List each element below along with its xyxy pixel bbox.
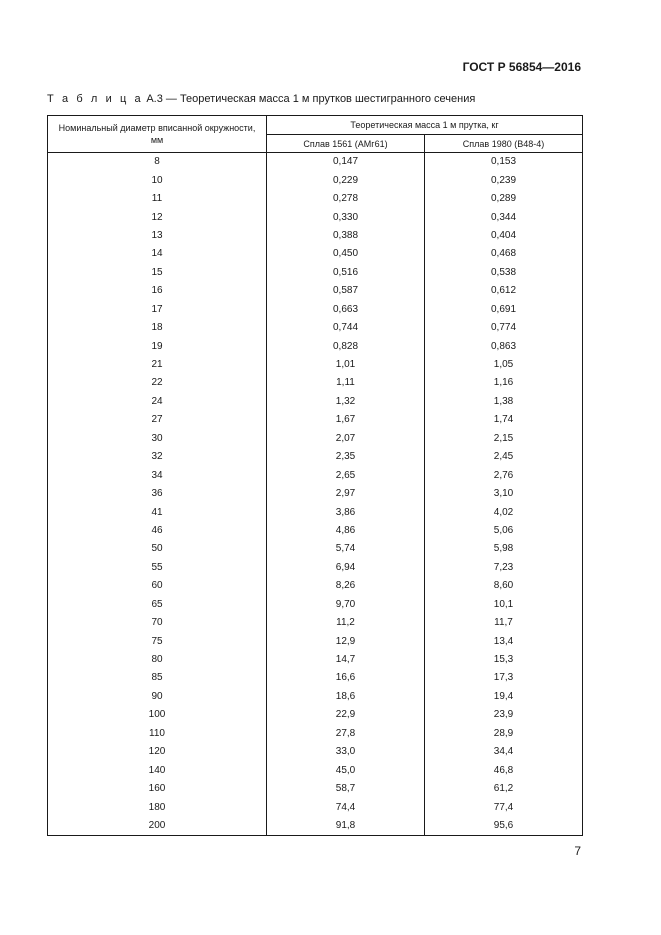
cell-mass-1980: 77,4 [425, 798, 583, 816]
cell-mass-1561: 14,7 [267, 651, 425, 669]
cell-mass-1561: 91,8 [267, 817, 425, 836]
cell-diameter: 21 [48, 356, 267, 374]
cell-diameter: 30 [48, 430, 267, 448]
cell-diameter: 55 [48, 559, 267, 577]
cell-mass-1561: 18,6 [267, 688, 425, 706]
cell-diameter: 8 [48, 153, 267, 172]
table-row [48, 577, 583, 595]
cell-mass-1561: 0,450 [267, 245, 425, 263]
header-diameter: Номинальный диаметр вписанной окружности, мм [48, 116, 267, 153]
cell-mass-1980: 8,60 [425, 577, 583, 595]
table-row [48, 817, 583, 836]
cell-mass-1980: 0,612 [425, 282, 583, 300]
table-row [48, 301, 583, 319]
table-caption [47, 93, 475, 105]
table-row [48, 356, 583, 374]
table-row [48, 485, 583, 503]
cell-mass-1980: 0,691 [425, 301, 583, 319]
cell-mass-1561: 0,663 [267, 301, 425, 319]
cell-mass-1561: 45,0 [267, 761, 425, 779]
cell-mass-1561: 0,147 [267, 153, 425, 172]
table-row [48, 430, 583, 448]
cell-mass-1980: 1,38 [425, 393, 583, 411]
cell-mass-1561: 0,744 [267, 319, 425, 337]
header-alloy-1561: Сплав 1561 (АМг61) [267, 135, 425, 153]
table-row [48, 503, 583, 521]
table-row [48, 227, 583, 245]
cell-mass-1980: 5,98 [425, 540, 583, 558]
table-row [48, 190, 583, 208]
cell-mass-1561: 33,0 [267, 743, 425, 761]
table-row [48, 264, 583, 282]
table-caption-prefix: Т а б л и ц а [47, 93, 144, 105]
cell-mass-1561: 22,9 [267, 706, 425, 724]
cell-mass-1561: 1,01 [267, 356, 425, 374]
cell-mass-1980: 0,344 [425, 208, 583, 226]
cell-mass-1980: 1,05 [425, 356, 583, 374]
table-row [48, 466, 583, 484]
header-alloy-1980: Сплав 1980 (В48-4) [425, 135, 583, 153]
cell-diameter: 90 [48, 688, 267, 706]
cell-diameter: 36 [48, 485, 267, 503]
cell-mass-1561: 2,07 [267, 430, 425, 448]
cell-diameter: 12 [48, 208, 267, 226]
cell-diameter: 10 [48, 171, 267, 189]
cell-diameter: 100 [48, 706, 267, 724]
cell-mass-1561: 4,86 [267, 522, 425, 540]
cell-mass-1980: 0,289 [425, 190, 583, 208]
cell-mass-1561: 0,828 [267, 337, 425, 355]
cell-diameter: 13 [48, 227, 267, 245]
cell-diameter: 200 [48, 817, 267, 836]
table-row [48, 798, 583, 816]
cell-diameter: 140 [48, 761, 267, 779]
table-row [48, 411, 583, 429]
cell-mass-1980: 10,1 [425, 596, 583, 614]
mass-table [47, 115, 583, 836]
cell-diameter: 110 [48, 725, 267, 743]
cell-mass-1980: 61,2 [425, 780, 583, 798]
table-header [48, 116, 583, 153]
cell-mass-1561: 0,330 [267, 208, 425, 226]
cell-diameter: 15 [48, 264, 267, 282]
table-row [48, 319, 583, 337]
cell-mass-1561: 2,97 [267, 485, 425, 503]
cell-mass-1980: 13,4 [425, 632, 583, 650]
table-row [48, 596, 583, 614]
cell-diameter: 41 [48, 503, 267, 521]
table-row [48, 761, 583, 779]
table-caption-title: А.3 — Теоретическая масса 1 м прутков шестигранного сечения [143, 93, 476, 105]
cell-mass-1561: 1,11 [267, 374, 425, 392]
cell-mass-1980: 3,10 [425, 485, 583, 503]
cell-diameter: 27 [48, 411, 267, 429]
cell-mass-1561: 12,9 [267, 632, 425, 650]
cell-mass-1561: 11,2 [267, 614, 425, 632]
cell-diameter: 65 [48, 596, 267, 614]
cell-mass-1561: 16,6 [267, 669, 425, 687]
table-row [48, 245, 583, 263]
cell-mass-1561: 9,70 [267, 596, 425, 614]
cell-mass-1980: 28,9 [425, 725, 583, 743]
cell-mass-1561: 0,278 [267, 190, 425, 208]
cell-mass-1561: 1,67 [267, 411, 425, 429]
cell-mass-1561: 0,388 [267, 227, 425, 245]
cell-diameter: 14 [48, 245, 267, 263]
table-row [48, 448, 583, 466]
cell-mass-1561: 0,587 [267, 282, 425, 300]
cell-diameter: 50 [48, 540, 267, 558]
cell-mass-1980: 11,7 [425, 614, 583, 632]
cell-mass-1561: 2,35 [267, 448, 425, 466]
table-row [48, 669, 583, 687]
cell-diameter: 70 [48, 614, 267, 632]
cell-mass-1980: 1,74 [425, 411, 583, 429]
cell-diameter: 34 [48, 466, 267, 484]
cell-mass-1561: 1,32 [267, 393, 425, 411]
table-row [48, 632, 583, 650]
cell-mass-1980: 2,45 [425, 448, 583, 466]
cell-diameter: 18 [48, 319, 267, 337]
cell-mass-1980: 1,16 [425, 374, 583, 392]
cell-mass-1561: 8,26 [267, 577, 425, 595]
cell-mass-1561: 0,516 [267, 264, 425, 282]
cell-mass-1561: 27,8 [267, 725, 425, 743]
cell-diameter: 24 [48, 393, 267, 411]
cell-mass-1561: 2,65 [267, 466, 425, 484]
cell-mass-1561: 0,229 [267, 171, 425, 189]
table-row [48, 614, 583, 632]
cell-diameter: 85 [48, 669, 267, 687]
cell-mass-1980: 4,02 [425, 503, 583, 521]
cell-diameter: 22 [48, 374, 267, 392]
table-row [48, 522, 583, 540]
cell-mass-1980: 2,76 [425, 466, 583, 484]
table-row [48, 337, 583, 355]
cell-diameter: 75 [48, 632, 267, 650]
table-row [48, 208, 583, 226]
cell-diameter: 80 [48, 651, 267, 669]
header-mass-group: Теоретическая масса 1 м прутка, кг [267, 116, 583, 135]
cell-mass-1980: 0,538 [425, 264, 583, 282]
cell-diameter: 160 [48, 780, 267, 798]
table-row [48, 725, 583, 743]
cell-mass-1561: 5,74 [267, 540, 425, 558]
cell-mass-1980: 7,23 [425, 559, 583, 577]
table-row [48, 153, 583, 172]
cell-mass-1561: 3,86 [267, 503, 425, 521]
cell-mass-1561: 6,94 [267, 559, 425, 577]
table-row [48, 171, 583, 189]
cell-diameter: 46 [48, 522, 267, 540]
table-row [48, 743, 583, 761]
table-row [48, 651, 583, 669]
table-row [48, 780, 583, 798]
cell-mass-1980: 0,863 [425, 337, 583, 355]
cell-diameter: 11 [48, 190, 267, 208]
table-row [48, 706, 583, 724]
cell-mass-1561: 58,7 [267, 780, 425, 798]
cell-diameter: 19 [48, 337, 267, 355]
table-row [48, 559, 583, 577]
table-row [48, 374, 583, 392]
cell-mass-1980: 0,774 [425, 319, 583, 337]
cell-mass-1980: 19,4 [425, 688, 583, 706]
table-row [48, 282, 583, 300]
cell-mass-1980: 23,9 [425, 706, 583, 724]
cell-diameter: 60 [48, 577, 267, 595]
table-row [48, 688, 583, 706]
cell-mass-1980: 2,15 [425, 430, 583, 448]
cell-diameter: 32 [48, 448, 267, 466]
cell-diameter: 180 [48, 798, 267, 816]
cell-mass-1980: 46,8 [425, 761, 583, 779]
document-code: ГОСТ Р 56854—2016 [462, 60, 581, 74]
page-number: 7 [574, 844, 581, 858]
cell-diameter: 120 [48, 743, 267, 761]
table-body [48, 153, 583, 836]
cell-mass-1980: 0,468 [425, 245, 583, 263]
cell-mass-1980: 15,3 [425, 651, 583, 669]
cell-mass-1980: 34,4 [425, 743, 583, 761]
table-row [48, 393, 583, 411]
cell-diameter: 17 [48, 301, 267, 319]
cell-mass-1980: 95,6 [425, 817, 583, 836]
table-row [48, 540, 583, 558]
cell-diameter: 16 [48, 282, 267, 300]
cell-mass-1980: 0,239 [425, 171, 583, 189]
cell-mass-1980: 17,3 [425, 669, 583, 687]
cell-mass-1561: 74,4 [267, 798, 425, 816]
cell-mass-1980: 0,404 [425, 227, 583, 245]
cell-mass-1980: 5,06 [425, 522, 583, 540]
cell-mass-1980: 0,153 [425, 153, 583, 172]
